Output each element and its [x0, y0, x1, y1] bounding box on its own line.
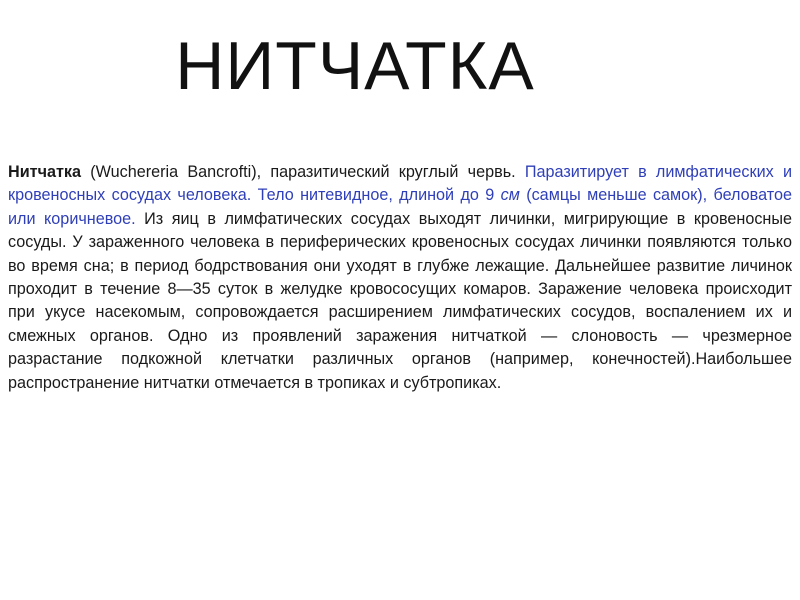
highlight-text-2: (самцы меньше самок), беловатое или коричневое. — [8, 186, 792, 228]
intro-text: (Wuchereria Bancrofti), паразитический круглый червь. — [81, 163, 525, 181]
highlight-text-1: Паразитирует в лимфатических и кровеносных сосудах человека. Тело нитевидное, длиной до 9 — [8, 163, 792, 205]
term-bold: Нитчатка — [8, 163, 82, 181]
slide-title: НИТЧАТКА — [175, 28, 535, 104]
body-paragraph — [8, 161, 792, 395]
highlight-unit: см — [500, 186, 520, 205]
rest-text: Из яиц в лимфатических сосудах выходят личинки, мигрирующие в кровеносные сосуды. У зараженного человека в периферических кровеносных сосудах личинки появляются только во время сна; в период бодрствования они уходят в глубже лежащие. Дальнейшее развитие личинок проходит в течение 8—35 суток в желудке кровососущих комаров. Заражение человека происходит при укусе насекомым, сопровождается расширением лимфатических сосудов, воспалением их и смежных органов. Одно из проявлений заражения нитчаткой — слоновость — чрезмерное разрастание подкожной клетчатки различных органов (например, конечностей).Наибольшее распространение нитчатки отмечается в тропиках и субтропиках. — [8, 209, 792, 392]
